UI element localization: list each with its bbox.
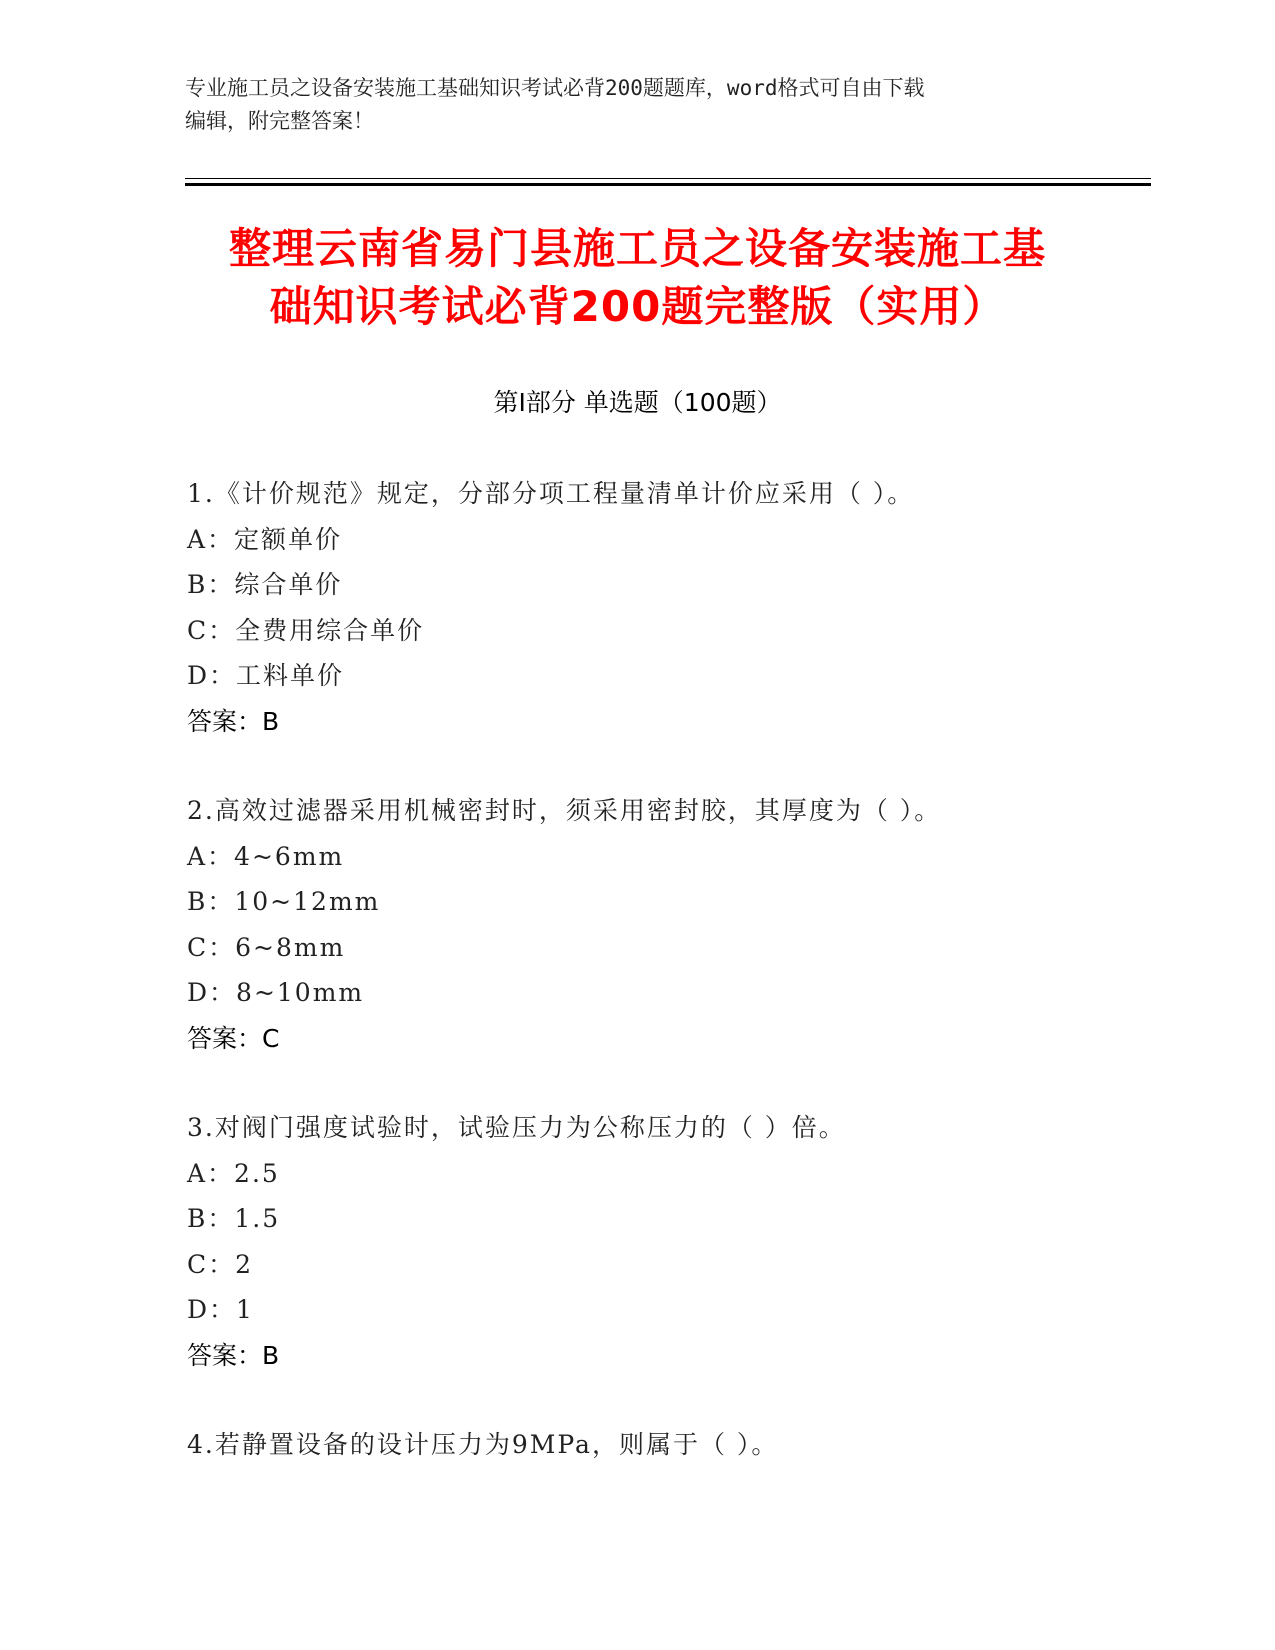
header-note-line-1: 专业施工员之设备安装施工基础知识考试必背200题题库，word格式可自由下载 (185, 76, 925, 100)
option-d: D：工料单价 (187, 661, 345, 690)
header-note-line-2: 编辑，附完整答案！ (185, 109, 374, 133)
question-3 (187, 1105, 1187, 1378)
document-title-line-2: 础知识考试必背200题完整版（实用） (269, 282, 1006, 331)
option-d: D：1 (187, 1295, 254, 1324)
option-a: A：2.5 (187, 1158, 280, 1188)
option-a: A：定额单价 (187, 524, 343, 554)
option-b: B：10~12mm (187, 887, 381, 916)
section-heading: 第Ⅰ部分 单选题（100题） (493, 388, 782, 417)
option-c: C：2 (187, 1249, 254, 1279)
answer: 答案：B (187, 706, 280, 736)
question-stem: 2.高效过滤器采用机械密封时，须采用密封胶，其厚度为（ ）。 (187, 796, 942, 825)
document-title-line-1: 整理云南省易门县施工员之设备安装施工基 (228, 224, 1046, 273)
option-c: C：全费用综合单价 (187, 615, 425, 645)
answer: 答案：C (187, 1023, 280, 1053)
question-stem: 4.若静置设备的设计压力为9MPa，则属于（ ）。 (187, 1430, 779, 1459)
question-stem: 1.《计价规范》规定，分部分项工程量清单计价应采用（ ）。 (187, 479, 915, 508)
question-list (187, 471, 1187, 1468)
header-rule-thick (185, 183, 1151, 186)
header-rule-thin (185, 178, 1151, 179)
option-a: A：4~6mm (187, 841, 345, 871)
answer: 答案：B (187, 1340, 280, 1370)
document-title (150, 220, 1125, 336)
option-b: B：1.5 (187, 1204, 281, 1233)
question-1 (187, 471, 1187, 744)
question-2 (187, 788, 1187, 1061)
option-b: B：综合单价 (187, 570, 343, 599)
option-d: D：8~10mm (187, 978, 365, 1007)
option-c: C：6~8mm (187, 932, 346, 962)
question-stem: 3.对阀门强度试验时，试验压力为公称压力的（ ）倍。 (187, 1113, 846, 1142)
header-note (185, 72, 1065, 138)
question-4 (187, 1422, 1187, 1468)
